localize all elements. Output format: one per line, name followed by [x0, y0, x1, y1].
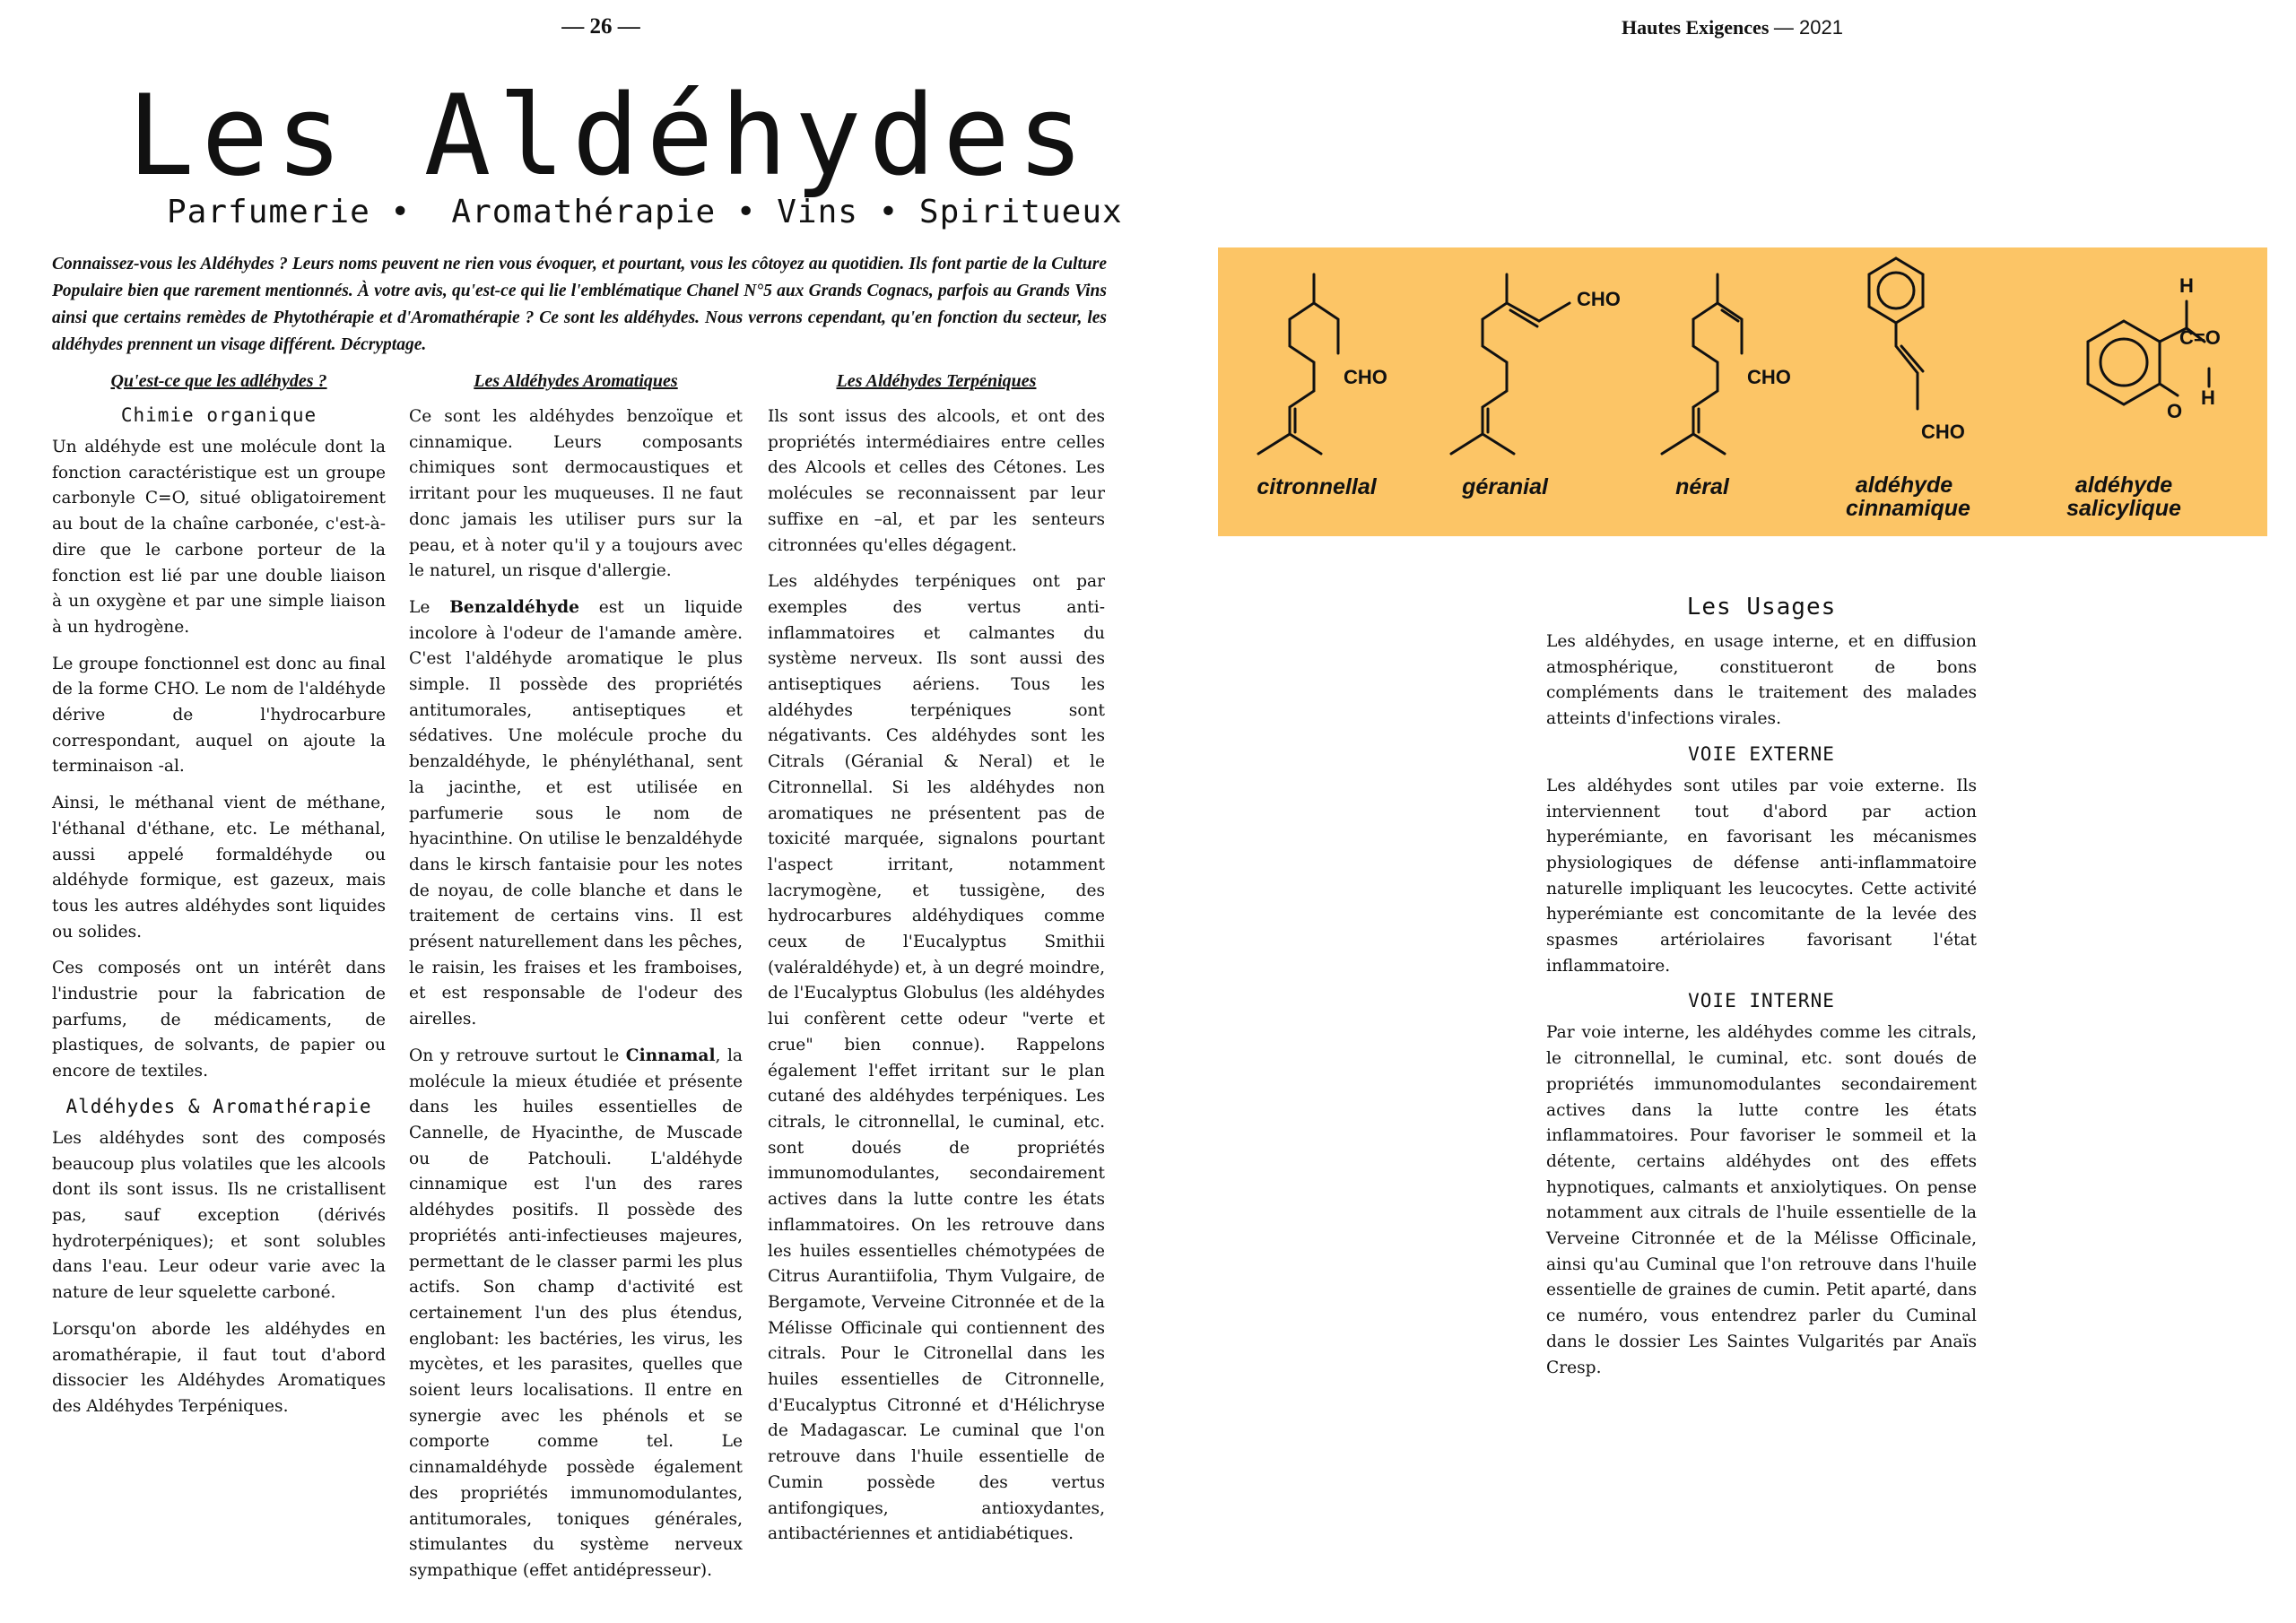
cho-label: CHO — [1747, 366, 1791, 388]
cinnamaldehyde-structure — [1869, 258, 1923, 409]
text-run: , la molécule la mieux étudiée et présente dans les huiles essentielles de Cannelle, de Hyacinthe, de Muscade ou de Patchouli. L'aldéhyde cinnamique est l'un des rares aldéhydes positifs. Il possède des propriétés anti-infectieuses majeures, permettant de le classer parmi les plus actifs. Son champ d'activité est certainement l'un des plus étendus, englobant: les bactéries, les virus, les mycètes, et les parasites, quelles que soient leurs localisations. Il entre en synergie avec les phénols et se comporte comme tel. Le cinnamaldéhyde possède également des propriétés immunomodulantes, antitumorales, toniques générales, stimulantes du système nerveux sympathique (effet antidépresseur). — [409, 1046, 743, 1580]
co-label: C=O — [2179, 326, 2221, 349]
paragraph: Par voie interne, les aldéhydes comme les citrals, le citronnellal, le cuminal, etc. sont doués de propriétés immunomodulantes secondairement actives dans la lutte contre les états inflammatoires. Pour favoriser le sommeil et la détente, certains aldéhydes ont des effets hypnotiques, calmants et anxiolytiques. On pense notamment aux citrals de l'huile essentielle de la Verveine Citronnée et de la Mélisse Officinale, ainsi qu'au Cuminal que l'on retrouve dans l'huile essentielle de graines de cumin. Petit aparté, dans ce numéro, vous entendrez parler du Cuminal dans le dossier Les Saintes Vulgarités par Anaïs Cresp. — [1546, 1023, 1977, 1377]
benzaldehyde-term: Benzaldéhyde — [449, 597, 579, 617]
paragraph — [409, 595, 743, 1033]
page-number: — 26 — — [561, 14, 640, 39]
molecule-label-citronnellal: citronnellal — [1257, 474, 1377, 499]
cho-label: CHO — [1921, 421, 1965, 443]
paragraph — [409, 1044, 743, 1584]
paragraph: Un aldéhyde est une molécule dont la fonction caractéristique est un groupe carbonyle C=O, situé obligatoirement au bout de la chaîne carbonée, c'est-à-dire que le carbone porteur de la fonction est lié par une double liaison à un oxygène et par une simple liaison à un hydrogène. — [52, 438, 386, 637]
column-1 — [52, 371, 386, 1431]
molecule-label-cinnamaldehyde: aldéhyde cinnamique — [1846, 473, 1970, 521]
paragraph: Ainsi, le méthanal vient de méthane, l'éthanal d'éthane, etc. Le méthanal, aussi appelé formaldéhyde ou aldéhyde formique, est gazeux, mais tous les autres aldéhydes sont liquides ou solides. — [52, 794, 386, 942]
paragraph: Les aldéhydes terpéniques ont par exemples des vertus anti-inflammatoires et calmantes du système nerveux. Ils sont aussi des antiseptiques aériens. Tous les aldéhydes terpéniques sont négativants. Ces aldéhydes sont les Citrals (Géranial & Neral) et le Citronnellal. Si les aldéhydes non aromatiques ne présentent pas de toxicité marquée, signalons pourtant l'aspect irritant, notamment lacrymogène, et tussigène, des hydrocarbures aldéhydiques comme ceux de l'Eucalyptus Smithii (valéraldéhyde) et, à un degré moindre, de l'Eucalyptus Globulus (les aldéhydes lui confèrent cette odeur "verte et crue" bien connue). Rappelons également l'effet irritant sur le plan cutané des aldéhydes terpéniques. Les citrals, le citronnellal, le cuminal, etc. sont doués de propriétés immunomodulantes, secondairement actives dans la lutte contre les états inflammatoires. On les retrouve dans les huiles essentielles chémotypées de Citrus Aurantiifolia, Thym Vulgaire, de Bergamote, Verveine Citronnée et de la Mélisse Officinale qui contiennent des citrals. Pour le Citronellal dans les huiles essentielles de Citronnelle, d'Eucalyptus Citronné et d'Hélichryse de Madagascar. Le cuminal que l'on retrouve dans l'huile essentielle de Cumin possède des vertus antifongiques, antioxydantes, antibactériennes et antidiabétiques. — [768, 572, 1105, 1544]
paragraph: Ces composés ont un intérêt dans l'industrie pour la fabrication de parfums, de médicaments, de plastiques, de solvants, de papier ou encore de textiles. — [52, 959, 386, 1081]
text-run: On y retrouve surtout le — [409, 1046, 626, 1065]
cinnamal-term: Cinnamal — [625, 1046, 716, 1065]
usages-section — [1546, 594, 1977, 1392]
paragraph: Les aldéhydes sont utiles par voie externe. Ils interviennent tout d'abord par action hyperémiante, en favorisant les mécanismes physiologiques de défense anti-inflammatoire naturelle impliquant les leucocytes. Cette activité hyperémiante est concomitante de la levée des spasmes artériolaires favorisant l'état inflammatoire. — [1546, 776, 1977, 976]
usages-heading: Les Usages — [1686, 594, 1837, 621]
intro-paragraph: Connaissez-vous les Aldéhydes ? Leurs noms peuvent ne rien vous évoquer, et pourtant, vous les côtoyez au quotidien. Ils font partie de la Culture Populaire bien que rarement mentionnés. À votre avis, qu'est-ce qui lie l'emblématique Chanel N°5 aux Grands Cognacs, parfois au Grands Vins ainsi que certains remèdes de Phytothérapie et d'Aromathérapie ? Ce sont les aldéhydes. Nous verrons cependant, qu'en fonction du secteur, les aldéhydes prennent un visage différent. Décryptage. — [52, 255, 1107, 354]
text-run: est un liquide incolore à l'odeur de l'amande amère. C'est l'aldéhyde aromatique le plus simple. Il possède des propriétés antitumorales, antiseptiques et sédatives. Une molécule proche du benzaldéhyde, le phényléthanal, sent la jacinthe, et est utilisée en parfumerie sous le nom de hyacinthine. On utilise le benzaldéhyde dans le kirsch fantaisie pour les notes de noyau, de colle blanche et dans le traitement de certains vins. Il est présent naturellement dans les pêches, le raisin, les fraises et les framboises, et est responsable de l'odeur des airelles. — [409, 597, 743, 1029]
geranial-structure — [1451, 274, 1570, 454]
column-2 — [409, 371, 743, 1595]
cho-label: CHO — [1577, 288, 1621, 310]
cho-label: CHO — [1344, 366, 1387, 388]
h-label: H — [2179, 274, 2194, 297]
column-1-heading: Qu'est-ce que les adléhydes ? — [110, 371, 327, 391]
molecule-label-geranial: géranial — [1462, 474, 1548, 499]
text-run: Le — [409, 597, 450, 617]
paragraph: Les aldéhydes, en usage interne, et en diffusion atmosphérique, constitueront de bons compléments dans le traitement des malades atteints d'infections virales. — [1546, 632, 1977, 729]
o-label: O — [2167, 400, 2183, 422]
section-heading-voie-externe: VOIE EXTERNE — [1688, 742, 1835, 765]
section-heading-voie-interne: VOIE INTERNE — [1688, 990, 1835, 1012]
molecule-label-neral: néral — [1675, 474, 1729, 499]
column-3-heading: Les Aldéhydes Terpéniques — [836, 371, 1037, 391]
section-heading-aromatherapie: Aldéhydes & Aromathérapie — [65, 1095, 372, 1117]
magazine-name: Hautes Exigences — [1622, 16, 1770, 39]
neral-structure — [1662, 274, 1742, 454]
page-title: Les Aldéhydes — [127, 72, 1091, 201]
issue-year: — 2021 — [1773, 16, 1843, 39]
paragraph: Lorsqu'on aborde les aldéhydes en aromathérapie, il faut tout d'abord dissocier les Aldéhydes Aromatiques des Aldéhydes Terpéniques. — [52, 1319, 386, 1416]
h-label: H — [2201, 386, 2215, 409]
salicylaldehyde-structure — [2088, 301, 2209, 404]
citronnellal-structure — [1258, 274, 1338, 454]
page-subtitle: Parfumerie • Aromathérapie • Vins • Spiritueux — [167, 194, 1123, 230]
paragraph: Ce sont les aldéhydes benzoïque et cinnamique. Leurs composants chimiques sont dermocaustiques et irritant pour les muqueuses. Il ne faut donc jamais les utiliser purs sur la peau, et à noter qu'il y a toujours avec le naturel, un risque d'allergie. — [409, 407, 743, 581]
running-header — [1622, 16, 1843, 39]
paragraph: Ils sont issus des alcools, et ont des propriétés intermédiaires entre celles des Alcools et celles des Cétones. Les molécules se reconnaissent par leur suffixe en –al, et par les senteurs citronnées qu'elles dégagent. — [768, 407, 1105, 555]
molecule-label-salicylaldehyde: aldéhyde salicylique — [2066, 473, 2181, 521]
section-heading-chimie: Chimie organique — [120, 404, 317, 426]
column-2-heading: Les Aldéhydes Aromatiques — [474, 371, 678, 391]
paragraph: Les aldéhydes sont des composés beaucoup plus volatiles que les alcools dont ils sont issus. Ils ne cristallisent pas, sauf exception (dérivés hydroterpéniques); et sont solubles dans l'eau. Leur odeur varie avec la nature de leur squelette carboné. — [52, 1128, 386, 1303]
molecule-structures-panel — [1218, 247, 2267, 536]
paragraph: Le groupe fonctionnel est donc au final de la forme CHO. Le nom de l'aldéhyde dérive de l'hydrocarbure correspondant, auquel on ajoute la terminaison -al. — [52, 654, 386, 777]
column-3 — [768, 371, 1105, 1558]
